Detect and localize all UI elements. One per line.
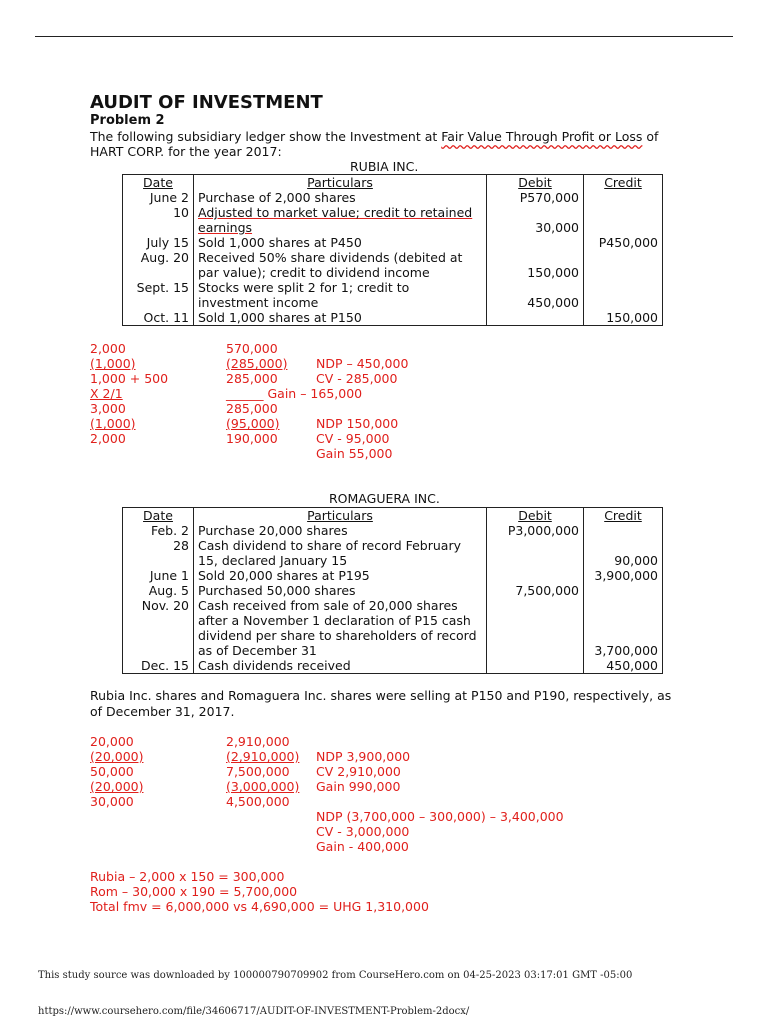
intro-line-1: The following subsidiary ledger show the Investment at Fair Value Through Profit or Loss of	[90, 129, 659, 144]
work-line: 20,000	[90, 734, 134, 749]
problem-label: Problem 2	[90, 113, 165, 128]
credit-cell: P450,000	[598, 235, 658, 250]
work-line: (20,000)	[90, 779, 144, 794]
work-line: 4,500,000	[226, 794, 290, 809]
column-header: Debit	[487, 175, 584, 191]
work-line: 50,000	[90, 764, 134, 779]
particulars-cell: Cash dividends received	[194, 658, 487, 674]
particulars-cell: Received 50% share dividends (debited at par value); credit to dividend income	[194, 250, 487, 280]
rubia-gain-work	[316, 341, 408, 461]
work-line: NDP (3,700,000 – 300,000) – 3,400,000	[316, 809, 564, 824]
work-line: 7,500,000	[226, 764, 290, 779]
rubia-title: RUBIA INC.	[350, 159, 419, 174]
ledger-header-row	[123, 175, 663, 191]
work-line: Total fmv = 6,000,000 vs 4,690,000 = UHG 1,310,000	[90, 899, 429, 914]
credit-cell	[584, 280, 663, 310]
debit-cell	[487, 568, 584, 583]
debit-cell	[487, 235, 584, 250]
column-header: Date	[123, 508, 194, 524]
fair-value-summary	[90, 869, 429, 914]
credit-cell: 150,000	[606, 310, 658, 325]
work-line: 2,910,000	[226, 734, 290, 749]
romaguera-ledger-table	[122, 507, 663, 674]
date-cell: Dec. 15	[123, 658, 194, 674]
particulars-cell: Cash dividend to share of record February 15, declared January 15	[194, 538, 487, 568]
romaguera-cost-work	[226, 734, 299, 809]
debit-cell	[487, 658, 584, 674]
column-header: Credit	[604, 508, 642, 523]
date-cell: July 15	[123, 235, 194, 250]
work-line: NDP 150,000	[316, 416, 399, 431]
column-header: Particulars	[194, 508, 487, 524]
debit-cell: 450,000	[487, 280, 584, 310]
debit-cell: 150,000	[487, 250, 584, 280]
work-line: 30,000	[90, 794, 134, 809]
ledger-row	[123, 205, 663, 235]
credit-cell	[584, 190, 663, 205]
rubia-shares-work	[90, 341, 168, 446]
work-line: X 2/1	[90, 386, 123, 401]
ledger-row	[123, 538, 663, 568]
work-line: 570,000	[226, 341, 278, 356]
ledger-row	[123, 310, 663, 326]
romaguera-shares-work	[90, 734, 144, 809]
column-header: Debit	[487, 508, 584, 524]
work-line: 190,000	[226, 431, 278, 446]
credit-cell: 450,000	[606, 658, 658, 673]
column-header: Date	[123, 175, 194, 191]
work-line: 1,000 + 500	[90, 371, 169, 386]
work-line: (1,000)	[90, 356, 136, 371]
work-line: 2,000	[90, 431, 126, 446]
work-line: (1,000)	[90, 416, 136, 431]
particulars-cell: Purchased 50,000 shares	[194, 583, 487, 598]
work-line: Rubia – 2,000 x 150 = 300,000	[90, 869, 285, 884]
particulars-cell: Purchase 20,000 shares	[194, 523, 487, 538]
date-cell: Nov. 20	[123, 598, 194, 658]
work-line: (20,000)	[90, 749, 144, 764]
source-url[interactable]: https://www.coursehero.com/file/34606717/AUDIT-OF-INVESTMENT-Problem-2docx/	[38, 1006, 470, 1017]
credit-cell	[584, 250, 663, 280]
date-cell: Aug. 20	[123, 250, 194, 280]
ledger-row	[123, 235, 663, 250]
romaguera-gain-work	[316, 749, 410, 794]
debit-cell	[487, 598, 584, 658]
column-header: Credit	[604, 175, 642, 190]
work-line: ______ Gain – 165,000	[226, 386, 363, 401]
ledger-row	[123, 583, 663, 598]
date-cell: 28	[123, 538, 194, 568]
debit-cell: 30,000	[487, 205, 584, 235]
work-line: NDP – 450,000	[316, 356, 409, 371]
work-line: CV - 3,000,000	[316, 824, 410, 839]
download-notice: This study source was downloaded by 100000790709902 from CourseHero.com on 04-25-2023 03:17:01 GMT -05:00	[38, 970, 633, 981]
date-cell: 10	[123, 205, 194, 235]
date-cell: Oct. 11	[123, 310, 194, 326]
romaguera-second-sale-work	[316, 809, 564, 854]
ledger-row	[123, 658, 663, 674]
debit-cell: P3,000,000	[487, 523, 584, 538]
particulars-cell: Sold 1,000 shares at P150	[194, 310, 487, 326]
selling-note-line-1: Rubia Inc. shares and Romaguera Inc. shares were selling at P150 and P190, respectively, as	[90, 688, 672, 703]
top-rule	[35, 36, 733, 37]
date-cell: Aug. 5	[123, 583, 194, 598]
intro-line-2: HART CORP. for the year 2017:	[90, 144, 282, 159]
work-line	[316, 401, 408, 416]
date-cell: Feb. 2	[123, 523, 194, 538]
particulars-cell: Sold 1,000 shares at P450	[194, 235, 487, 250]
column-header: Particulars	[194, 175, 487, 191]
work-line: (2,910,000)	[226, 749, 300, 764]
credit-cell	[584, 205, 663, 235]
work-line: 3,000	[90, 401, 126, 416]
debit-cell: 7,500,000	[487, 583, 584, 598]
page-title: AUDIT OF INVESTMENT	[90, 92, 323, 113]
ledger-row	[123, 568, 663, 583]
work-line: Gain - 400,000	[316, 839, 409, 854]
work-line: 285,000	[226, 371, 278, 386]
selling-note-line-2: of December 31, 2017.	[90, 704, 235, 719]
work-line: Rom – 30,000 x 190 = 5,700,000	[90, 884, 298, 899]
debit-cell: P570,000	[487, 190, 584, 205]
particulars-cell: Cash received from sale of 20,000 shares after a November 1 declaration of P15 cash dividend per share to shareholders of record as of December 31	[194, 598, 487, 658]
work-line: CV 2,910,000	[316, 764, 401, 779]
particulars-cell: Stocks were split 2 for 1; credit to investment income	[194, 280, 487, 310]
ledger-header-row	[123, 508, 663, 524]
debit-cell	[487, 538, 584, 568]
work-line: NDP 3,900,000	[316, 749, 411, 764]
work-line: Gain 55,000	[316, 446, 393, 461]
work-line	[316, 341, 408, 356]
work-line: CV - 285,000	[316, 371, 398, 386]
work-line: CV - 95,000	[316, 431, 390, 446]
credit-cell	[584, 583, 663, 598]
rubia-ledger-table	[122, 174, 663, 326]
credit-cell	[584, 523, 663, 538]
ledger-row	[123, 190, 663, 205]
credit-cell: 3,900,000	[594, 568, 658, 583]
fvtpl-highlight: Fair Value Through Profit or Loss	[441, 129, 643, 144]
work-line: 285,000	[226, 401, 278, 416]
debit-cell	[487, 310, 584, 326]
work-line: (95,000)	[226, 416, 280, 431]
date-cell: Sept. 15	[123, 280, 194, 310]
ledger-row	[123, 598, 663, 658]
ledger-row	[123, 523, 663, 538]
ledger-row	[123, 250, 663, 280]
work-line: Gain 990,000	[316, 779, 401, 794]
work-line: (285,000)	[226, 356, 288, 371]
credit-cell: 90,000	[614, 553, 658, 568]
work-line: 2,000	[90, 341, 126, 356]
romaguera-title: ROMAGUERA INC.	[329, 491, 440, 506]
date-cell: June 1	[123, 568, 194, 583]
credit-cell: 3,700,000	[594, 643, 658, 658]
date-cell: June 2	[123, 190, 194, 205]
ledger-row	[123, 280, 663, 310]
work-line: (3,000,000)	[226, 779, 300, 794]
work-line	[316, 386, 408, 401]
particulars-cell: Purchase of 2,000 shares	[194, 190, 487, 205]
particulars-cell: Sold 20,000 shares at P195	[194, 568, 487, 583]
particulars-cell: Adjusted to market value; credit to retained earnings	[194, 205, 487, 235]
